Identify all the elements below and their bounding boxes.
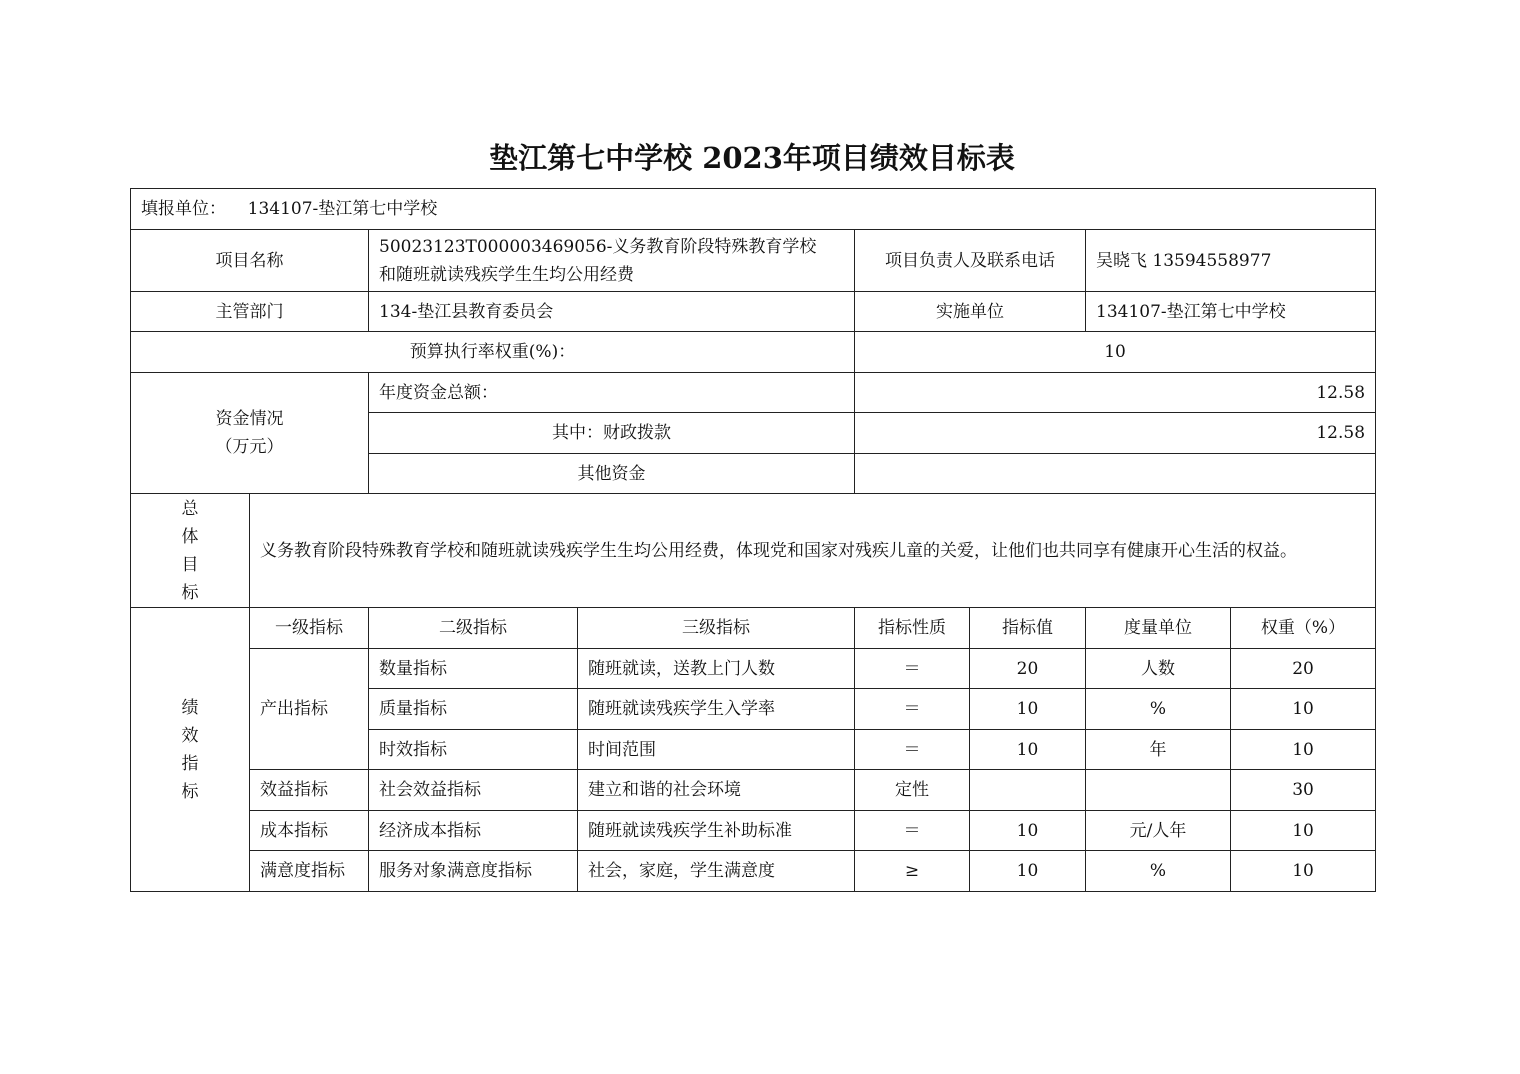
unit-cell: 年 bbox=[1086, 730, 1231, 770]
l2-cell: 经济成本指标 bbox=[369, 811, 578, 851]
nature-cell: ＝ bbox=[855, 689, 970, 730]
unit-cell: % bbox=[1086, 689, 1231, 730]
l2-cell: 质量指标 bbox=[369, 689, 578, 730]
value-cell: 10 bbox=[970, 689, 1086, 730]
header-cell: 三级指标 bbox=[578, 608, 855, 649]
value-cell bbox=[970, 770, 1086, 811]
weight-cell: 10 bbox=[1231, 689, 1376, 730]
funds-annual-row bbox=[131, 373, 1376, 413]
weight-cell: 30 bbox=[1231, 770, 1376, 811]
value-cell: 20 bbox=[970, 649, 1086, 689]
perf-label bbox=[131, 608, 250, 892]
weight-cell: 10 bbox=[1231, 730, 1376, 770]
weight-cell: 10 bbox=[1231, 851, 1376, 892]
nature-cell: ＝ bbox=[855, 649, 970, 689]
goal-row bbox=[131, 494, 1376, 608]
weight-cell: 10 bbox=[1231, 811, 1376, 851]
l1-cell: 成本指标 bbox=[250, 811, 369, 851]
header-cell: 权重（%） bbox=[1231, 608, 1376, 649]
goal-label-char: 总 bbox=[181, 498, 199, 519]
unit-label: 填报单位： bbox=[141, 199, 226, 219]
l3-cell: 建立和谐的社会环境 bbox=[578, 770, 855, 811]
l2-cell: 时效指标 bbox=[369, 730, 578, 770]
funds-annual-value: 12.58 bbox=[855, 373, 1376, 413]
l3-cell: 时间范围 bbox=[578, 730, 855, 770]
perf-label-char: 标 bbox=[181, 781, 199, 802]
l2-cell: 社会效益指标 bbox=[369, 770, 578, 811]
dept-label: 主管部门 bbox=[131, 292, 369, 332]
header-cell: 一级指标 bbox=[250, 608, 369, 649]
nature-cell: 定性 bbox=[855, 770, 970, 811]
funds-label-line2: （万元） bbox=[215, 437, 284, 457]
project-row bbox=[131, 230, 1376, 292]
unit-cell bbox=[1086, 770, 1231, 811]
dept-row bbox=[131, 292, 1376, 332]
contact-label: 项目负责人及联系电话 bbox=[855, 230, 1086, 292]
page-title: 垫江第七中学校 2023年项目绩效目标表 bbox=[489, 141, 1015, 175]
l3-cell: 随班就读残疾学生入学率 bbox=[578, 689, 855, 730]
budget-rate-label: 预算执行率权重(%)： bbox=[131, 332, 855, 373]
project-name-line1: 50023123T000003469056-义务教育阶段特殊教育学校 bbox=[379, 236, 817, 257]
l3-cell: 社会，家庭，学生满意度 bbox=[578, 851, 855, 892]
table-row bbox=[131, 770, 1376, 811]
unit-cell: 元/人年 bbox=[1086, 811, 1231, 851]
project-name-line2: 和随班就读残疾学生生均公用经费 bbox=[379, 264, 634, 285]
project-name-value bbox=[369, 230, 855, 292]
funds-label-line1: 资金情况 bbox=[215, 409, 284, 429]
output-indicator-label: 产出指标 bbox=[250, 649, 369, 770]
table-row bbox=[131, 811, 1376, 851]
unit-row bbox=[131, 189, 1376, 230]
l3-cell: 随班就读，送教上门人数 bbox=[578, 649, 855, 689]
goal-label-char: 标 bbox=[181, 582, 199, 603]
table-row bbox=[131, 851, 1376, 892]
goal-text: 义务教育阶段特殊教育学校和随班就读残疾学生生均公用经费，体现党和国家对残疾儿童的关爱，让他们也共同享有健康开心生活的权益。 bbox=[250, 494, 1376, 608]
value-cell: 10 bbox=[970, 851, 1086, 892]
unit-cell: % bbox=[1086, 851, 1231, 892]
impl-value: 134107-垫江第七中学校 bbox=[1086, 292, 1376, 332]
l2-cell: 数量指标 bbox=[369, 649, 578, 689]
funds-other-value bbox=[855, 454, 1376, 494]
perf-label-char: 效 bbox=[181, 725, 199, 746]
header-cell: 度量单位 bbox=[1086, 608, 1231, 649]
nature-cell: ＝ bbox=[855, 811, 970, 851]
goal-label-char: 目 bbox=[181, 554, 199, 575]
l3-cell: 随班就读残疾学生补助标准 bbox=[578, 811, 855, 851]
funds-other-label: 其他资金 bbox=[369, 454, 855, 494]
table-row bbox=[131, 649, 1376, 689]
unit-value: 134107-垫江第七中学校 bbox=[247, 199, 438, 219]
perf-label-char: 绩 bbox=[181, 697, 199, 718]
performance-form-table bbox=[130, 188, 1376, 892]
header-cell: 指标性质 bbox=[855, 608, 970, 649]
goal-label bbox=[131, 494, 250, 608]
perf-header-row bbox=[131, 608, 1376, 649]
perf-label-char: 指 bbox=[181, 753, 199, 774]
header-cell: 二级指标 bbox=[369, 608, 578, 649]
budget-rate-row bbox=[131, 332, 1376, 373]
nature-cell: ＝ bbox=[855, 730, 970, 770]
weight-cell: 20 bbox=[1231, 649, 1376, 689]
budget-rate-value: 10 bbox=[855, 332, 1376, 373]
unit-cell bbox=[131, 189, 1376, 230]
value-cell: 10 bbox=[970, 730, 1086, 770]
unit-cell: 人数 bbox=[1086, 649, 1231, 689]
header-cell: 指标值 bbox=[970, 608, 1086, 649]
dept-value: 134-垫江县教育委员会 bbox=[369, 292, 855, 332]
l1-cell: 效益指标 bbox=[250, 770, 369, 811]
l2-cell: 服务对象满意度指标 bbox=[369, 851, 578, 892]
funds-fiscal-value: 12.58 bbox=[855, 413, 1376, 454]
goal-label-char: 体 bbox=[181, 526, 199, 547]
l1-cell: 满意度指标 bbox=[250, 851, 369, 892]
project-name-label: 项目名称 bbox=[131, 230, 369, 292]
funds-label bbox=[131, 373, 369, 494]
nature-cell: ≥ bbox=[855, 851, 970, 892]
contact-value: 吴晓飞 13594558977 bbox=[1086, 230, 1376, 292]
funds-annual-label: 年度资金总额： bbox=[369, 373, 855, 413]
impl-label: 实施单位 bbox=[855, 292, 1086, 332]
value-cell: 10 bbox=[970, 811, 1086, 851]
funds-fiscal-label: 其中：财政拨款 bbox=[369, 413, 855, 454]
